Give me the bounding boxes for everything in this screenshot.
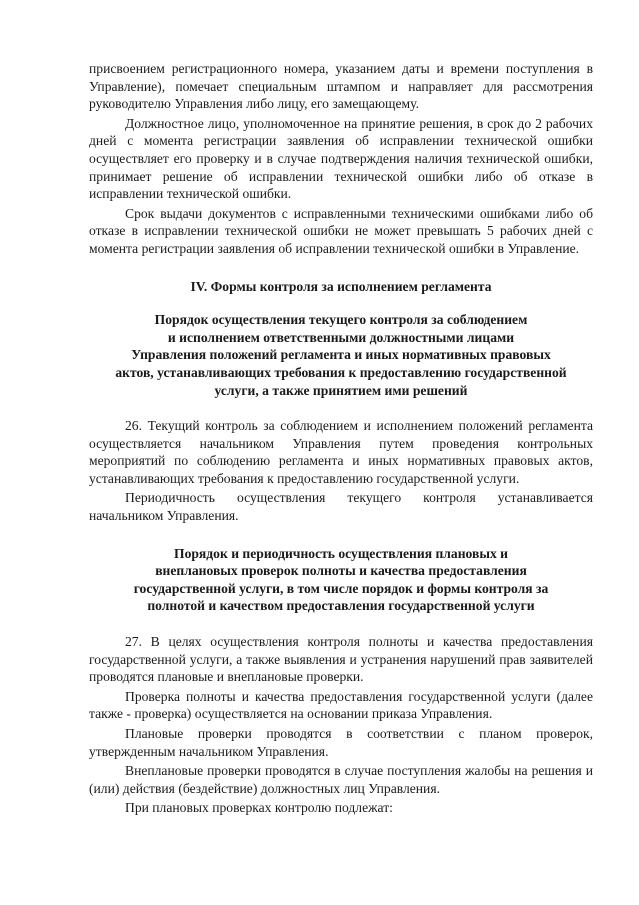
subheading-line: Порядок и периодичность осуществления плановых и [174,545,508,561]
subheading-line: услуги, а также принятием ими решений [214,382,468,398]
paragraph-issuance-deadline: Срок выдачи документов с исправленными техническими ошибками либо об отказе в исправлении технической ошибки не может превышать 5 рабочих дней с момента регистрации заявления об исправлении технической ошибки в Управление. [89,205,593,256]
paragraph-registration: присвоением регистрационного номера, указанием даты и времени поступления в Управление), помечает специальным штампом и направляет для рассмотрения руководителю Управления либо лицу, его замещающему. [89,61,593,112]
paragraph-responsible-official: Должностное лицо, уполномоченное на принятие решения, в срок до 2 рабочих дней с момента регистрации заявления об исправлении технической ошибки осуществляет его проверку и в случае подтверждения наличия технической ошибки, принимает решение об исправлении технической ошибки либо об отказе в исправлении технической ошибки. [89,115,593,202]
subheading-line: Порядок осуществления текущего контроля за соблюдением [154,312,528,328]
subheading-line: полнотой и качеством предоставления государственной услуги [147,598,535,614]
section-title: IV. Формы контроля за исполнением регламента [190,278,492,294]
subheading-line: и исполнением ответственными должностными лицами [167,329,515,345]
subheading-line: актов, устанавливающих требования к предоставлению государственной [115,364,567,380]
paragraph-planned-inspections: Плановые проверки проводятся в соответствии с планом проверок, утвержденным начальником Управления. [89,726,593,759]
paragraph-subject-to-control: При плановых проверках контролю подлежат: [125,800,393,816]
paragraph-inspection-basis: Проверка полноты и качества предоставления государственной услуги (далее также - проверка) осуществляется на основании приказа Управления. [89,688,593,722]
subheading-line: внеплановых проверок полноты и качества предоставления [155,563,527,579]
paragraph-27: 27. В целях осуществления контроля полноты и качества предоставления государственной услуги, а также выявления и устранения нарушений прав заявителей проводятся плановые и внеплановые проверки. [89,634,593,685]
paragraph-26: 26. Текущий контроль за соблюдением и исполнением положений регламента осуществляется начальником Управления путем проведения контрольных мероприятий по соблюдению регламента и иных нормативных правовых актов, устанавливающих требования к предоставлению государственной услуги. [89,418,593,486]
subheading-line: государственной услуги, в том числе порядок и формы контроля за [133,580,549,596]
paragraph-periodicity: Периодичность осуществления текущего контроля устанавливается начальником Управления. [89,490,593,524]
paragraph-unplanned-inspections: Внеплановые проверки проводятся в случае поступления жалобы на решения и (или) действия (бездействие) должностных лиц Управления. [89,763,593,796]
subheading-line: Управления положений регламента и иных нормативных правовых [131,347,551,363]
subheading-current-control [89,311,593,399]
subheading-inspections [89,545,593,615]
